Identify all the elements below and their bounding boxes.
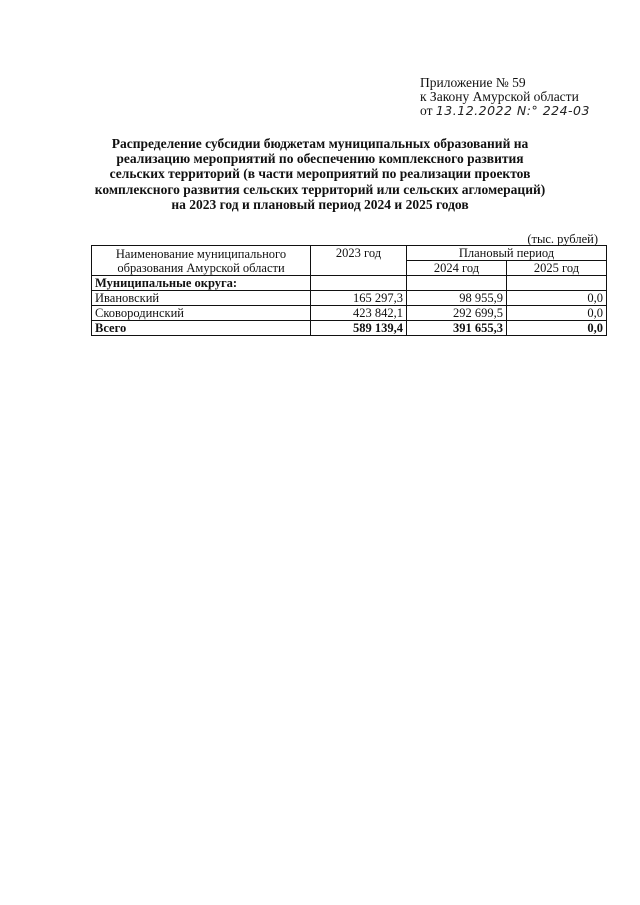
row-value-2024: 98 955,9 <box>407 291 507 306</box>
title-line-4: комплексного развития сельских территорий или сельских агломераций) <box>94 181 546 197</box>
header-year-2024: 2024 год <box>407 261 507 276</box>
total-value-2023: 589 139,4 <box>311 321 407 336</box>
total-value-2025: 0,0 <box>507 321 607 336</box>
section-empty-2025 <box>507 276 607 291</box>
appendix-header <box>420 76 630 118</box>
row-value-2025: 0,0 <box>507 306 607 321</box>
row-municipality-name: Сковородинский <box>92 306 311 321</box>
title-line-2: реализацию мероприятий по обеспечению комплексного развития <box>116 151 524 167</box>
header-planning-period: Плановый период <box>407 246 607 261</box>
total-row <box>92 321 607 336</box>
table-row <box>92 291 607 306</box>
table-header-row-1 <box>92 246 607 261</box>
header-municipality-name <box>92 246 311 276</box>
handwritten-date-number: 13.12.2022 N:° 224-03 <box>435 103 590 118</box>
appendix-date-line <box>420 104 630 118</box>
appendix-law-reference: к Закону Амурской области <box>420 89 579 104</box>
section-empty-2024 <box>407 276 507 291</box>
header-year-2023: 2023 год <box>311 246 407 276</box>
total-label: Всего <box>92 321 311 336</box>
total-value-2024: 391 655,3 <box>407 321 507 336</box>
section-label: Муниципальные округа: <box>92 276 311 291</box>
table-row <box>92 306 607 321</box>
row-municipality-name: Ивановский <box>92 291 311 306</box>
title-line-1: Распределение субсидии бюджетам муниципальных образований на <box>111 136 529 151</box>
header-name-line-2: образования Амурской области <box>117 260 285 275</box>
section-row <box>92 276 607 291</box>
units-label: (тыс. рублей) <box>527 232 598 246</box>
section-empty-2023 <box>311 276 407 291</box>
title-line-5: на 2023 год и плановый период 2024 и 2025 годов <box>171 196 469 212</box>
row-value-2023: 423 842,1 <box>311 306 407 321</box>
appendix-date-prefix: от <box>420 103 433 118</box>
row-value-2025: 0,0 <box>507 291 607 306</box>
header-year-2025: 2025 год <box>507 261 607 276</box>
appendix-number: Приложение № 59 <box>420 75 526 90</box>
header-name-line-1: Наименование муниципального <box>115 246 287 261</box>
title-line-3: сельских территорий (в части мероприятий по реализации проектов <box>109 166 531 182</box>
row-value-2024: 292 699,5 <box>407 306 507 321</box>
row-value-2023: 165 297,3 <box>311 291 407 306</box>
document-title <box>60 136 580 212</box>
subsidy-table <box>91 245 607 336</box>
